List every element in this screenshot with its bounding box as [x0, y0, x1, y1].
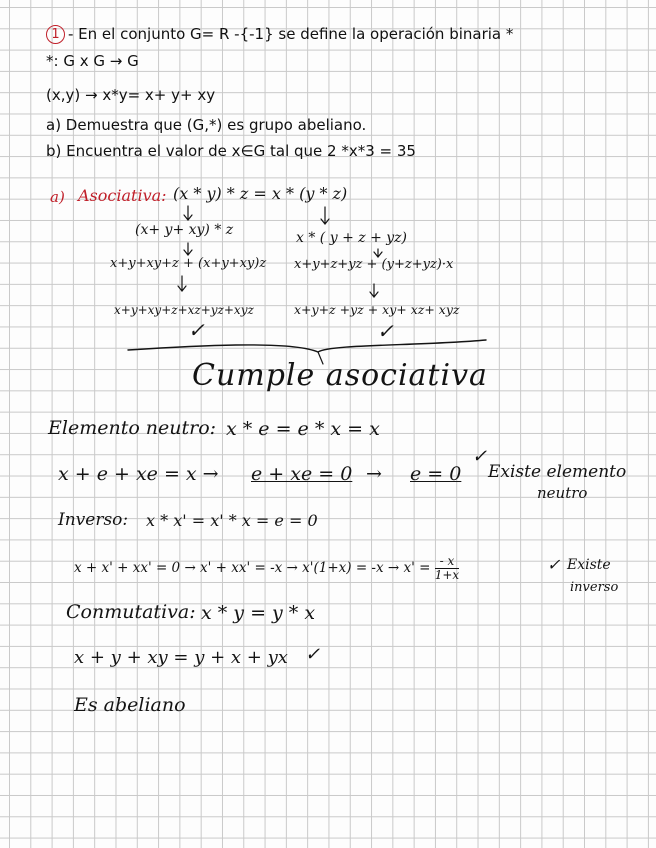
inverso-exists-1: Existe	[567, 557, 611, 573]
conm-calc: x + y + xy = y + x + yx	[74, 647, 288, 668]
problem-part-b: b) Encuentra el valor de x∈G tal que 2 *x*3 = 35	[46, 142, 416, 160]
inverso-denominator: 1+x	[434, 568, 460, 582]
brace-icon	[128, 340, 486, 352]
cumple-asociativa: Cumple asociativa	[192, 358, 488, 393]
assoc-left-step-1: (x+ y+ xy) * z	[135, 222, 234, 238]
assoc-left-step-2: x+y+xy+z + (x+y+xy)z	[110, 256, 267, 271]
brace-tip-icon	[318, 352, 323, 364]
neutro-exists-2: neutro	[537, 484, 588, 502]
assoc-right-step-3: x+y+z +yz + xy+ xz+ xyz	[294, 302, 460, 317]
assoc-label: Asociativa:	[78, 186, 167, 205]
conm-title: Conmutativa:	[66, 601, 196, 623]
inverso-title: Inverso:	[58, 510, 129, 530]
inverso-equation: x * x' = x' * x = e = 0	[146, 511, 318, 530]
problem-line-2: *: G x G → G	[46, 52, 139, 70]
neutro-calc-2: e + xe = 0	[251, 463, 353, 485]
neutro-calc-1: x + e + xe = x →	[58, 463, 219, 485]
conm-check: ✓	[305, 644, 321, 665]
arrow-down-icon	[370, 284, 378, 297]
solution-a-marker: a)	[50, 188, 65, 206]
problem-part-a: a) Demuestra que (G,*) es grupo abeliano.	[46, 116, 367, 134]
neutro-result: e = 0	[410, 463, 462, 485]
assoc-right-check: ✓	[377, 319, 394, 343]
neutro-equation: x * e = e * x = x	[226, 418, 380, 440]
assoc-left-check: ✓	[188, 318, 205, 342]
neutro-title: Elemento neutro:	[48, 417, 217, 439]
assoc-left-step-3: x+y+xy+z+xz+yz+xyz	[114, 303, 254, 317]
assoc-right-step-1: x * ( y + z + yz)	[296, 230, 408, 246]
inverso-exists-2: inverso	[570, 580, 619, 595]
conm-equation: x * y = y * x	[201, 602, 316, 624]
inverso-check: ✓	[547, 555, 561, 574]
inverso-numerator: - x	[435, 555, 459, 569]
arrow-down-icon	[184, 206, 192, 220]
assoc-right-step-2: x+y+z+yz + (y+z+yz)·x	[294, 257, 454, 272]
inverso-calc-text: x + x' + xx' = 0 → x' + xx' = -x → x'(1+x) = -x → x' =	[74, 560, 431, 576]
neutro-exists-1: Existe elemento	[488, 462, 627, 482]
assoc-equation: (x * y) * z = x * (y * z)	[173, 184, 348, 203]
neutro-check: ✓	[472, 446, 488, 467]
arrow-down-icon	[321, 207, 329, 224]
arrow-down-icon	[374, 249, 382, 257]
arrow-down-icon	[178, 276, 186, 291]
problem-line-1-text: - En el conjunto G= R -{-1} se define la operación binaria *	[68, 25, 514, 43]
problem-number: 1	[46, 25, 65, 44]
problem-line-3: (x,y) → x*y= x+ y+ xy	[46, 86, 216, 104]
neutro-calc-3: →	[366, 463, 382, 485]
arrow-down-icon	[184, 243, 192, 255]
conclusion: Es abeliano	[74, 694, 186, 716]
